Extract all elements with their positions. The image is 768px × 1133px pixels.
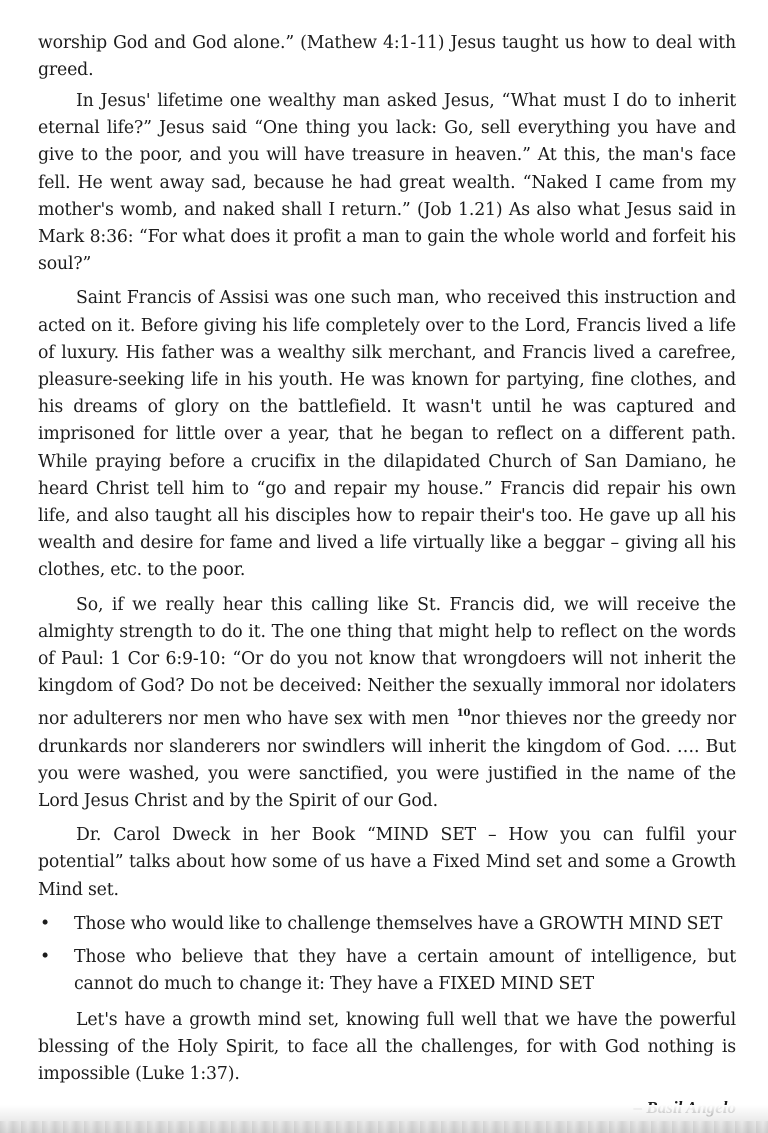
bullet-text: Those who would like to challenge themselves have a GROWTH MIND SET xyxy=(74,913,723,934)
article-body xyxy=(38,33,736,1095)
mindset-bullet-list xyxy=(38,911,736,999)
page-bottom-texture xyxy=(0,1105,768,1133)
bullet-fixed-mindset xyxy=(38,944,736,998)
verse-number: 10 xyxy=(456,708,471,720)
paragraph-saint-francis: Saint Francis of Assisi was one such man, who received this instruction and acted on it. Before giving his life completely over to the Lord, Francis lived a life of luxury. His father was a wealthy silk merchant, and Francis lived a carefree, pleasure-seeking life in his youth. He was known for partying, fine clothes, and his dreams of glory on the battlefield. It wasn't until he was captured and imprisoned for little over a year, that he began to reflect on a different path. While praying before a crucifix in the dilapidated Church of San Damiano, he heard Christ tell him to “go and repair my house.” Francis did repair his own life, and also taught all his disciples how to repair their's too. He gave up all his wealth and desire for fame and lived a life virtually like a beggar – giving all his clothes, etc. to the poor. xyxy=(38,288,736,581)
paragraph-continuation: worship God and God alone.” (Mathew 4:1-11) Jesus taught us how to deal with greed. xyxy=(38,33,736,81)
bullet-marker: • xyxy=(40,913,51,934)
paragraph-mindset-book: Dr. Carol Dweck in her Book “MIND SET – How you can fulfil your potential” talks about how some of us have a Fixed Mind set and some a Growth Mind set. xyxy=(38,825,736,900)
corinthians-text-part-1: So, if we really hear this calling like St. Francis did, we will receive the almighty strength to do it. The one thing that might help to reflect on the words of Paul: 1 Cor 6:9-10: “Or do you not know that wrongdoers will not inherit the kingdom of God? Do not be deceived: Neither the sexually immoral nor idolaters nor adulterers nor men who have sex with men xyxy=(38,594,736,730)
paragraph-rich-man: In Jesus' lifetime one wealthy man asked Jesus, “What must I do to inherit eternal life?” Jesus said “One thing you lack: Go, sell everything you have and give to the poor, and you will have treasure in heaven.” At this, the man's face fell. He went away sad, because he had great wealth. “Naked I came from my mother's womb, and naked shall I return.” (Job 1.21) As also what Jesus said in Mark 8:36: “For what does it profit a man to gain the whole world and forfeit his soul?” xyxy=(38,91,736,275)
bullet-growth-mindset xyxy=(38,911,736,938)
bullet-text: Those who believe that they have a certain amount of intelligence, but cannot do much to change it: They have a FIXED MIND SET xyxy=(74,947,736,995)
corinthians-text-part-2: nor thieves nor the greedy nor drunkards nor slanderers nor swindlers will inherit the kingdom of God. …. But you were washed, you were sanctified, you were justified in the name of the Lord Jesus Christ and by the Spirit of our God. xyxy=(38,709,736,812)
paragraph-corinthians xyxy=(38,592,736,816)
bullet-marker: • xyxy=(40,947,51,968)
paragraph-closing: Let's have a growth mind set, knowing full well that we have the powerful blessing of the Holy Spirit, to face all the challenges, for with God nothing is impossible (Luke 1:37). xyxy=(38,1009,736,1084)
